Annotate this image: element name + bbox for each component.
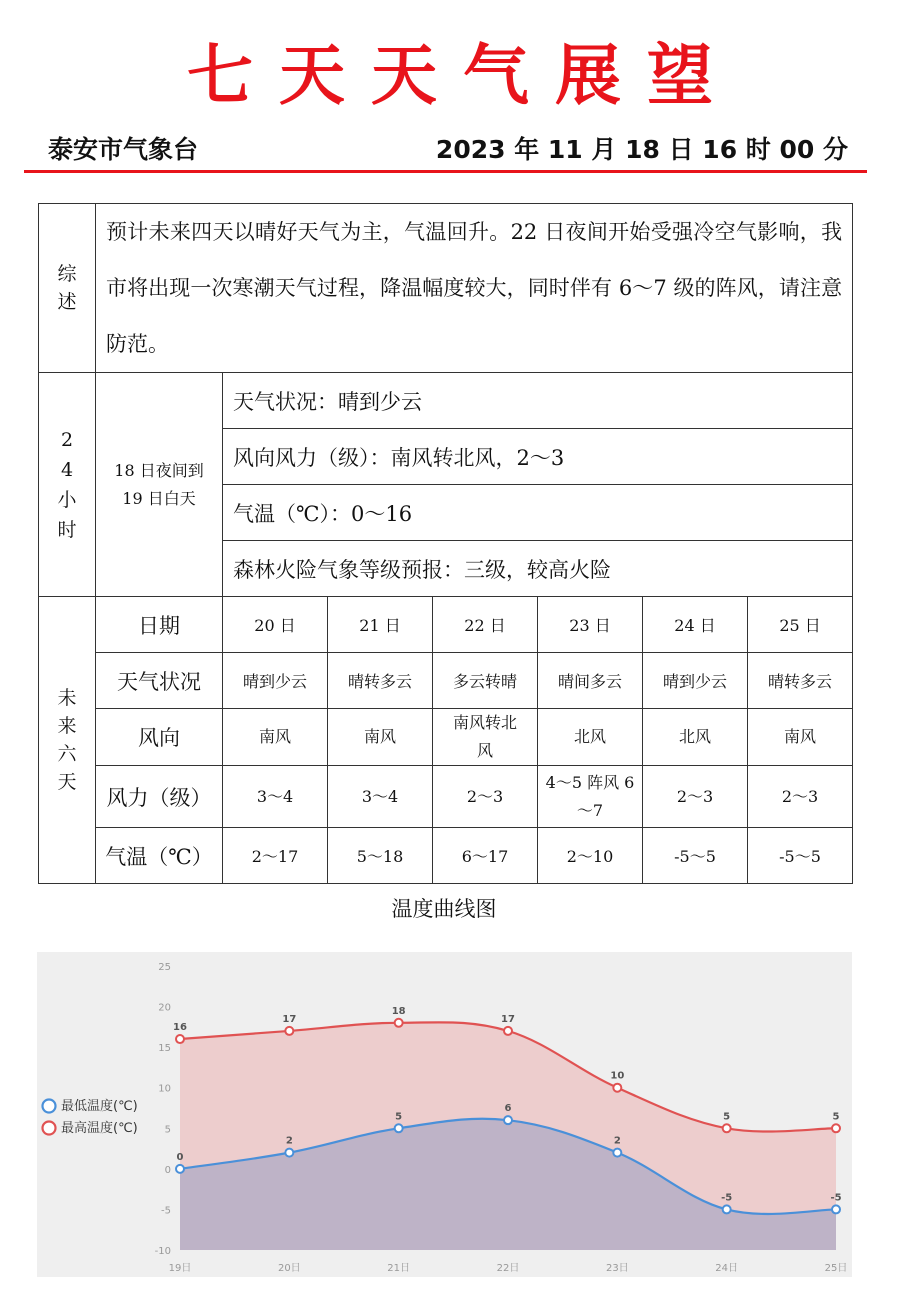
temp-cell: 5～18 [328, 828, 433, 884]
row-label-wind-force: 风力（级） [96, 766, 223, 828]
row-label-wind-dir: 风向 [96, 709, 223, 766]
wind-dir-text: 南风转北风 [452, 713, 517, 760]
temp-cell: 2～10 [538, 828, 643, 884]
six-day-label-text: 未来六天 [57, 687, 77, 793]
data-point [504, 1027, 512, 1035]
temp-cell: 2～17 [223, 828, 328, 884]
wind-dir-cell: 北风 [643, 709, 748, 766]
wind-dir-cell: 南风 [328, 709, 433, 766]
wind-dir-cell: 北风 [538, 709, 643, 766]
date-cell: 23 日 [538, 597, 643, 653]
legend-marker [43, 1122, 56, 1135]
issue-datetime: 2023 年 11 月 18 日 16 时 00 分 [435, 135, 848, 164]
next24-label-text: 24小时 [57, 428, 77, 541]
temp-cell: -5～5 [643, 828, 748, 884]
data-point [176, 1035, 184, 1043]
wind-dir-cell: 南风 [748, 709, 853, 766]
next24-wind: 风向风力（级）：南风转北风，2～3 [223, 429, 853, 485]
data-label: 2 [613, 1135, 621, 1147]
chart-title: 温度曲线图 [391, 897, 497, 921]
y-tick-label: 25 [158, 962, 171, 973]
data-label: 0 [176, 1151, 184, 1163]
row-label-date: 日期 [96, 597, 223, 653]
data-label: 5 [723, 1111, 731, 1123]
next24-weather: 天气状况：晴到少云 [223, 373, 853, 429]
weather-cell: 晴转多云 [328, 653, 433, 709]
temp-cell: 6～17 [433, 828, 538, 884]
data-label: 16 [173, 1022, 187, 1034]
legend-label: 最低温度(℃) [61, 1099, 138, 1114]
next24-fire-risk: 森林火险气象等级预报：三级，较高火险 [223, 541, 853, 597]
date-cell: 20 日 [223, 597, 328, 653]
data-point [613, 1084, 621, 1092]
wind-force-cell: 2～3 [643, 766, 748, 828]
data-label: 5 [832, 1111, 840, 1123]
y-tick-label: 15 [158, 1043, 171, 1055]
y-tick-label: -5 [161, 1205, 171, 1217]
x-tick-label: 19日 [168, 1263, 192, 1274]
summary-label-text: 综述 [57, 263, 77, 313]
header-row [48, 130, 848, 164]
page-title: 七天天气展望 [187, 36, 739, 114]
summary-text: 预计未来四天以晴好天气为主，气温回升。22 日夜间开始受强冷空气影响，我市将出现一次寒潮天气过程，降温幅度较大，同时伴有 6～7 级的阵风，请注意防范。 [96, 204, 853, 373]
data-point [723, 1124, 731, 1132]
forecast-table [38, 203, 853, 884]
data-label: -5 [721, 1192, 733, 1204]
legend-marker [43, 1100, 56, 1113]
data-label: 6 [504, 1103, 512, 1115]
row-label-temp: 气温（℃） [96, 828, 223, 884]
date-cell: 24 日 [643, 597, 748, 653]
date-cell: 25 日 [748, 597, 853, 653]
x-tick-label: 20日 [277, 1263, 301, 1274]
temp-cell: -5～5 [748, 828, 853, 884]
next24-label [39, 373, 96, 597]
data-point [395, 1124, 403, 1132]
data-label: 5 [395, 1111, 403, 1123]
row-label-weather: 天气状况 [96, 653, 223, 709]
y-tick-label: 0 [164, 1164, 171, 1176]
summary-label [39, 204, 96, 373]
legend-label: 最高温度(℃) [61, 1121, 138, 1136]
wind-force-cell: 3～4 [328, 766, 433, 828]
wind-dir-cell: 南风 [223, 709, 328, 766]
next24-temp: 气温（℃）：0～16 [223, 485, 853, 541]
data-point [832, 1124, 840, 1132]
data-label: 17 [501, 1013, 515, 1025]
data-point [613, 1149, 621, 1157]
y-tick-label: 10 [158, 1083, 171, 1095]
data-point [723, 1205, 731, 1213]
date-cell: 21 日 [328, 597, 433, 653]
data-label: -5 [830, 1192, 842, 1204]
data-label: 17 [282, 1013, 297, 1025]
x-tick-label: 22日 [496, 1263, 520, 1274]
wind-force-text: 4～5 阵风 6～7 [545, 772, 635, 820]
next24-period [96, 373, 223, 597]
weather-cell: 晴间多云 [538, 653, 643, 709]
data-point [504, 1116, 512, 1124]
y-tick-label: 20 [158, 1002, 171, 1014]
weather-cell: 晴到少云 [223, 653, 328, 709]
wind-force-cell [538, 766, 643, 828]
issuing-office: 泰安市气象台 [48, 135, 199, 164]
data-point [176, 1165, 184, 1173]
temperature-chart [37, 952, 852, 1277]
wind-force-cell: 3～4 [223, 766, 328, 828]
wind-dir-cell [433, 709, 538, 766]
data-point [832, 1205, 840, 1213]
data-label: 2 [285, 1135, 293, 1147]
data-point [395, 1019, 403, 1027]
weather-cell: 晴到少云 [643, 653, 748, 709]
header-divider [24, 170, 867, 173]
data-point [285, 1027, 293, 1035]
data-label: 10 [610, 1070, 625, 1082]
y-tick-label: 5 [164, 1124, 171, 1136]
six-day-label [39, 597, 96, 884]
weather-cell: 晴转多云 [748, 653, 853, 709]
next24-period-text: 18 日夜间到 19 日白天 [114, 460, 204, 508]
x-tick-label: 25日 [824, 1263, 848, 1274]
data-point [285, 1149, 293, 1157]
data-label: 18 [391, 1005, 406, 1017]
date-cell: 22 日 [433, 597, 538, 653]
wind-force-cell: 2～3 [433, 766, 538, 828]
weather-cell: 多云转晴 [433, 653, 538, 709]
x-tick-label: 21日 [387, 1263, 411, 1274]
y-tick-label: -10 [154, 1246, 171, 1257]
x-tick-label: 23日 [605, 1263, 629, 1274]
wind-force-cell: 2～3 [748, 766, 853, 828]
x-tick-label: 24日 [715, 1263, 739, 1274]
